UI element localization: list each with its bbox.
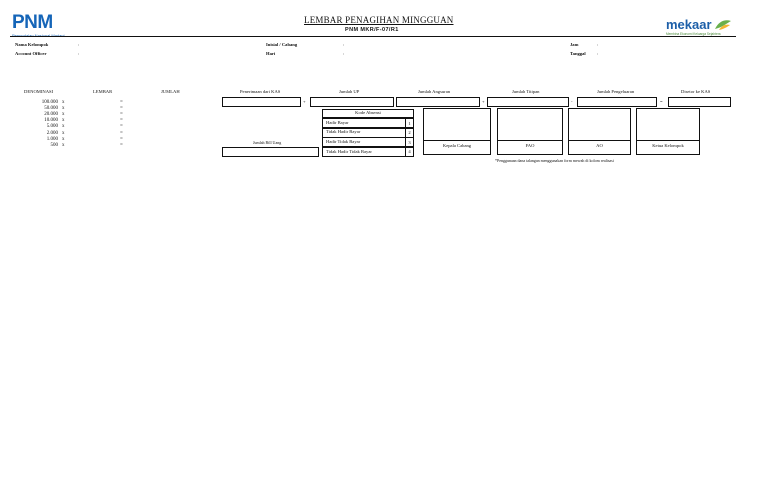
multiply-sign: x — [62, 100, 65, 105]
mekaar-logo-tagline: Membina Ekonomi Keluarga Sejahtera — [666, 32, 721, 36]
leaf-icon — [713, 19, 733, 31]
mekaar-logo-word: mekaar — [666, 17, 712, 32]
col-jumlah-up: Jumlah UP — [339, 89, 360, 94]
denomination-row — [26, 118, 126, 124]
absensi-code: 2 — [405, 128, 414, 138]
pnm-logo-word: PNM — [12, 12, 53, 33]
denomination-value: 5.000 — [46, 124, 58, 130]
col-jumlah-angsuran: Jumlah Angsuran — [418, 89, 451, 94]
jumlah-angsuran-field[interactable] — [396, 97, 480, 107]
denomination-row — [26, 137, 126, 143]
denomination-value: 20.000 — [44, 112, 58, 118]
multiply-sign: x — [62, 130, 65, 136]
disetor-kas-field[interactable] — [668, 97, 731, 107]
denomination-row — [26, 131, 126, 137]
jumlah-pengeluaran-field[interactable] — [577, 97, 657, 107]
denomination-value: 50.000 — [44, 106, 58, 112]
denomination-value: 100.000 — [41, 100, 58, 105]
operator-minus: - — [571, 99, 573, 104]
signature-label-kepala-cabang: Kepala Cabang — [442, 143, 472, 148]
denomination-row — [26, 143, 126, 149]
operator-equals: = — [660, 99, 663, 104]
jumlah-titipan-field[interactable] — [487, 97, 569, 107]
absensi-label-cell — [322, 118, 406, 128]
multiply-sign: x — [62, 112, 65, 118]
signature-label-ao: AO — [596, 143, 603, 148]
absensi-label: Tidak Hadir Tidak Bayar — [326, 148, 372, 154]
absensi-label-cell — [322, 128, 406, 138]
signature-divider — [497, 140, 563, 141]
colon: : — [597, 42, 599, 47]
label-tanggal: Tanggal — [570, 51, 586, 56]
absensi-header — [322, 109, 414, 118]
equals-sign: = — [120, 106, 123, 112]
signature-divider — [423, 140, 491, 141]
signature-label-ketua-kelompok: Ketua Kelompok — [652, 143, 684, 148]
absensi-label: Tidak Hadir Bayar — [326, 129, 361, 135]
label-hari: Hari — [266, 51, 276, 56]
header-divider — [10, 36, 736, 37]
col-denominasi: DENOMINASI — [24, 89, 54, 94]
multiply-sign: x — [62, 136, 65, 142]
absensi-label: Hadir Tidak Bayar — [326, 138, 361, 144]
pnm-logo — [12, 13, 64, 38]
jumlah-up-field[interactable] — [310, 97, 394, 107]
equals-sign: = — [120, 136, 123, 142]
footnote: *Penggunaan dana talangan menggunakan form mewah di kolom realisasi — [495, 158, 614, 163]
label-account-officer: Account Officer — [15, 51, 47, 56]
absensi-code: 3 — [405, 137, 414, 147]
col-jumlah: JUMLAH — [161, 89, 180, 94]
equals-sign: = — [120, 118, 123, 124]
colon: : — [597, 51, 599, 56]
jumlah-bill-uang-field[interactable] — [222, 147, 319, 157]
absensi-code: 1 — [405, 118, 414, 128]
signature-divider — [636, 140, 700, 141]
signature-divider — [568, 140, 631, 141]
label-jam: Jam — [570, 42, 579, 47]
operator-plus: + — [303, 99, 306, 104]
denomination-row — [26, 124, 126, 130]
label-jumlah-bill-uang: Jumlah Bill Uang — [253, 140, 282, 145]
absensi-label-cell — [322, 147, 406, 157]
col-jumlah-pengeluaran: Jumlah Pengeluaran — [597, 89, 635, 94]
multiply-sign: x — [62, 118, 65, 124]
operator-plus: + — [482, 99, 485, 104]
absensi-label: Hadir Bayar — [326, 119, 349, 125]
equals-sign: = — [120, 130, 123, 136]
denomination-row — [26, 106, 126, 112]
absensi-code: 4 — [405, 147, 414, 157]
equals-sign: = — [120, 100, 123, 105]
col-penerimaan-kas: Penerimaan dari KAS — [240, 89, 281, 94]
equals-sign: = — [120, 142, 123, 148]
multiply-sign: x — [62, 106, 65, 112]
denomination-value: 10.000 — [44, 118, 58, 124]
equals-sign: = — [120, 112, 123, 118]
col-lembar: LEMBAR — [93, 89, 113, 94]
denomination-value: 1.000 — [46, 136, 58, 142]
colon: : — [78, 51, 80, 56]
denomination-row — [26, 100, 126, 106]
mekaar-logo — [666, 18, 733, 36]
label-nama-kelompok: Nama Kelompok — [15, 42, 49, 47]
absensi-label-cell — [322, 137, 406, 147]
absensi-header-label: Kode Absensi — [355, 110, 381, 116]
colon: : — [343, 42, 345, 47]
label-inisial-cabang: Inisial / Cabang — [266, 42, 298, 47]
form-code: PNM MKR/F-07/R1 — [345, 27, 399, 33]
signature-label-fao: FAO — [525, 143, 535, 148]
denomination-value: 2.000 — [46, 130, 58, 136]
col-disetor-kas: Disetor ke KAS — [681, 89, 711, 94]
colon: : — [78, 42, 80, 47]
multiply-sign: x — [62, 142, 65, 148]
col-jumlah-titipan: Jumlah Titipan — [512, 89, 540, 94]
denomination-value: 500 — [50, 142, 58, 148]
equals-sign: = — [120, 124, 123, 130]
denomination-row — [26, 112, 126, 118]
colon: : — [343, 51, 345, 56]
multiply-sign: x — [62, 124, 65, 130]
page-title: LEMBAR PENAGIHAN MINGGUAN — [304, 15, 454, 25]
penerimaan-kas-field[interactable] — [222, 97, 301, 107]
